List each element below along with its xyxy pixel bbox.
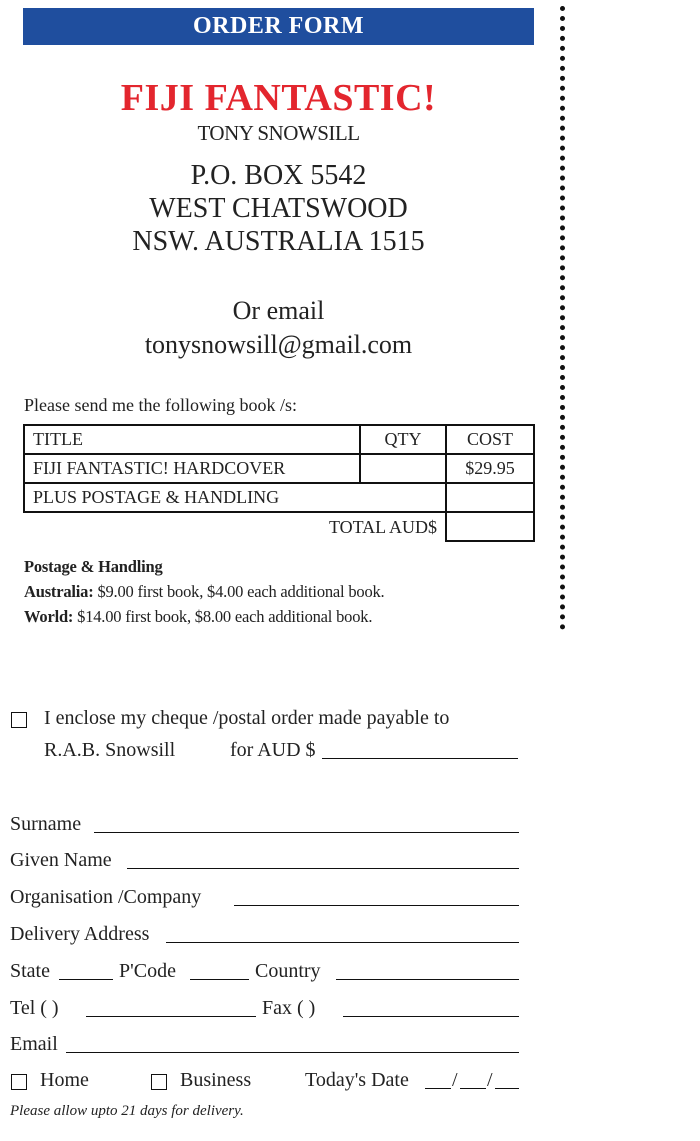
table-row: [24, 454, 534, 483]
pcode-field[interactable]: [190, 979, 249, 980]
date-separator: /: [452, 1069, 458, 1091]
postage-world: [24, 607, 372, 627]
country-field[interactable]: [336, 979, 519, 980]
tel-label: Tel ( ): [10, 997, 59, 1019]
payee-name: R.A.B. Snowsill: [44, 739, 176, 761]
order-form-header: ORDER FORM: [23, 8, 534, 45]
given-name-field[interactable]: [127, 868, 519, 869]
book-title: FIJI FANTASTIC!: [120, 77, 437, 119]
header-qty: QTY: [360, 425, 446, 454]
todays-date-label: Today's Date: [305, 1069, 409, 1091]
order-table: [23, 424, 535, 542]
row-title: FIJI FANTASTIC! HARDCOVER: [24, 454, 360, 483]
surname-label: Surname: [10, 813, 82, 835]
request-label: Please send me the following book /s:: [24, 395, 297, 415]
date-separator: /: [487, 1069, 493, 1091]
row-title: PLUS POSTAGE & HANDLING: [24, 483, 446, 512]
or-email-label: Or email: [232, 296, 325, 325]
cheque-checkbox[interactable]: [11, 712, 27, 728]
date-year-field[interactable]: [495, 1088, 519, 1089]
qty-field[interactable]: [360, 454, 446, 483]
home-checkbox[interactable]: [11, 1074, 27, 1090]
header-title: TITLE: [24, 425, 360, 454]
postage-australia: [24, 582, 384, 602]
date-day-field[interactable]: [425, 1088, 451, 1089]
cut-line-divider: [560, 6, 565, 630]
business-checkbox[interactable]: [151, 1074, 167, 1090]
pcode-label: P'Code: [119, 960, 176, 982]
delivery-address-label: Delivery Address: [10, 923, 150, 945]
postage-heading: Postage & Handling: [24, 557, 163, 576]
state-field[interactable]: [59, 979, 113, 980]
postage-cost-field[interactable]: [446, 483, 534, 512]
address-line-2: WEST CHATSWOOD: [149, 193, 408, 224]
delivery-note: Please allow upto 21 days for delivery.: [10, 1103, 244, 1119]
payment-line1: I enclose my cheque /postal order made payable to: [44, 707, 450, 729]
world-label: World:: [24, 607, 74, 626]
surname-field[interactable]: [94, 832, 519, 833]
total-label: TOTAL AUD$: [328, 516, 437, 537]
business-label: Business: [180, 1069, 252, 1091]
delivery-address-field[interactable]: [166, 942, 519, 943]
header-cost: COST: [446, 425, 534, 454]
given-name-label: Given Name: [10, 849, 112, 871]
australia-label: Australia:: [24, 582, 94, 601]
total-field[interactable]: [446, 512, 534, 541]
address-line-3: NSW. AUSTRALIA 1515: [132, 226, 425, 257]
email-label: Email: [10, 1033, 58, 1055]
fax-field[interactable]: [343, 1016, 519, 1017]
state-label: State: [10, 960, 50, 982]
australia-text: $9.00 first book, $4.00 each additional book.: [97, 582, 385, 601]
organisation-label: Organisation /Company: [10, 886, 202, 908]
table-header-row: [24, 425, 534, 454]
world-text: $14.00 first book, $8.00 each additional book.: [77, 607, 373, 626]
table-row: [24, 483, 534, 512]
row-cost: $29.95: [446, 454, 534, 483]
date-month-field[interactable]: [460, 1088, 486, 1089]
fax-label: Fax ( ): [262, 997, 316, 1019]
contact-email: tonysnowsill@gmail.com: [144, 330, 413, 359]
for-aud-label: for AUD $: [230, 739, 316, 761]
email-field[interactable]: [66, 1052, 519, 1053]
owner-name: TONY SNOWSILL: [197, 121, 360, 145]
tel-field[interactable]: [86, 1016, 256, 1017]
organisation-field[interactable]: [234, 905, 519, 906]
address-line-1: P.O. BOX 5542: [190, 160, 367, 191]
home-label: Home: [40, 1069, 89, 1091]
total-row: [24, 512, 534, 541]
country-label: Country: [255, 960, 321, 982]
amount-field[interactable]: [322, 758, 518, 759]
